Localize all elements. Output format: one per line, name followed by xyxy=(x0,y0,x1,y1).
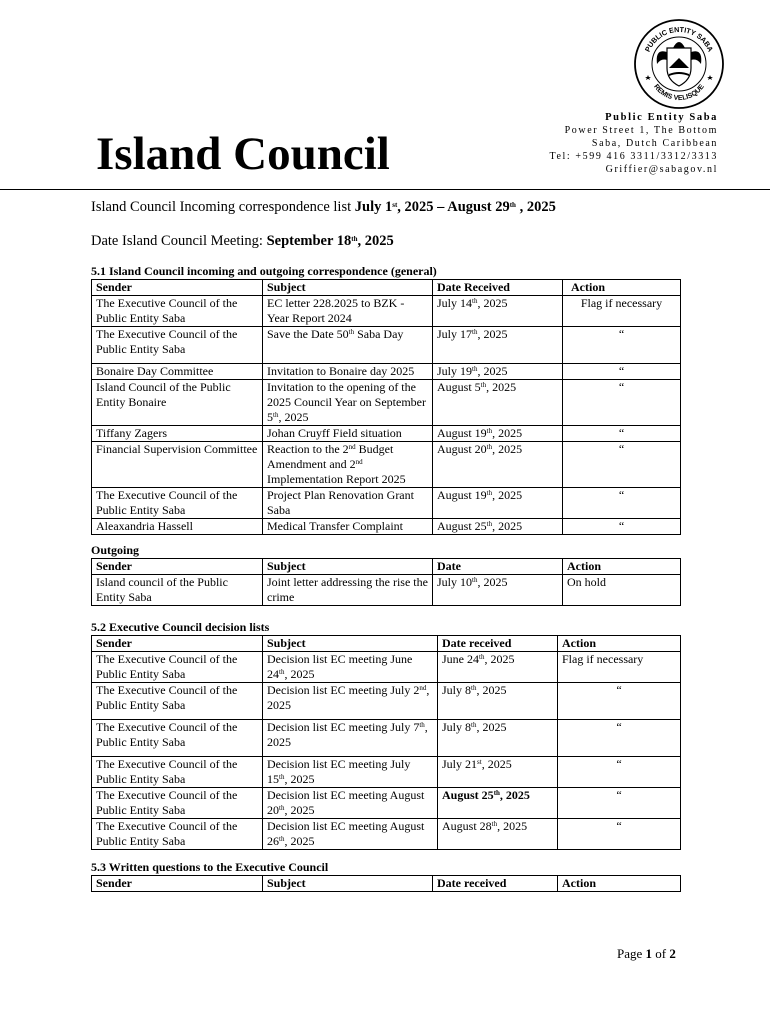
action-cell: “ xyxy=(563,327,681,364)
subject-cell: Joint letter addressing the rise the crime xyxy=(263,575,433,606)
table-row xyxy=(92,720,681,757)
subject-cell: Decision list EC meeting June 24th, 2025 xyxy=(263,652,438,683)
col-header-date: Date received xyxy=(438,636,558,652)
date-cell: July 10th, 2025 xyxy=(433,575,563,606)
subject-cell: Save the Date 50th Saba Day xyxy=(263,327,433,364)
sender-cell: The Executive Council of the Public Entity Saba xyxy=(92,327,263,364)
svg-text:PUBLIC ENTITY SABA: PUBLIC ENTITY SABA xyxy=(642,24,716,54)
written-questions-table xyxy=(91,875,681,892)
org-name: Public Entity Saba xyxy=(605,112,718,123)
subject-cell: Invitation to the opening of the 2025 Council Year on September 5th, 2025 xyxy=(263,380,433,426)
action-cell: Flag if necessary xyxy=(563,296,681,327)
sender-cell: The Executive Council of the Public Entity Saba xyxy=(92,819,263,850)
general-correspondence-table xyxy=(91,279,681,535)
date-cell: August 19th, 2025 xyxy=(433,488,563,519)
correspondence-period: Island Council Incoming correspondence list July 1st, 2025 – August 29th , 2025 xyxy=(91,199,556,215)
action-cell: “ xyxy=(563,380,681,426)
col-header-action: Action xyxy=(563,559,681,575)
subject-cell: Johan Cruyff Field situation xyxy=(263,426,433,442)
sender-cell: The Executive Council of the Public Entity Saba xyxy=(92,296,263,327)
date-cell: August 28th, 2025 xyxy=(438,819,558,850)
col-header-sender: Sender xyxy=(92,280,263,296)
action-cell: “ xyxy=(563,364,681,380)
action-cell: “ xyxy=(563,426,681,442)
table-row xyxy=(92,575,681,606)
sender-cell: Financial Supervision Committee xyxy=(92,442,263,488)
subject-cell: Project Plan Renovation Grant Saba xyxy=(263,488,433,519)
header-divider xyxy=(0,189,770,190)
table-row xyxy=(92,683,681,720)
table-row xyxy=(92,652,681,683)
action-cell: “ xyxy=(563,442,681,488)
col-header-sender: Sender xyxy=(92,559,263,575)
decision-lists-table xyxy=(91,635,681,850)
action-cell: Flag if necessary xyxy=(558,652,681,683)
date-cell: June 24th, 2025 xyxy=(438,652,558,683)
subject-cell: Decision list EC meeting July 7th, 2025 xyxy=(263,720,438,757)
section-5-2-heading: 5.2 Executive Council decision lists xyxy=(91,620,270,634)
col-header-subject: Subject xyxy=(263,636,438,652)
col-header-date: Date xyxy=(433,559,563,575)
col-header-action: Action xyxy=(563,280,681,296)
section-5-1-heading: 5.1 Island Council incoming and outgoing correspondence (general) xyxy=(91,264,437,278)
meeting-date-value: September 18th, 2025 xyxy=(266,233,394,249)
date-cell: August 5th, 2025 xyxy=(433,380,563,426)
date-cell: August 25th, 2025 xyxy=(433,519,563,535)
sender-cell: The Executive Council of the Public Entity Saba xyxy=(92,720,263,757)
section-5-3-heading: 5.3 Written questions to the Executive Council xyxy=(91,860,329,874)
org-email: Griffier@sabagov.nl xyxy=(605,164,718,175)
subject-cell: Decision list EC meeting July 15th, 2025 xyxy=(263,757,438,788)
date-cell: July 8th, 2025 xyxy=(438,683,558,720)
table-row xyxy=(92,296,681,327)
table-row xyxy=(92,519,681,535)
subject-cell: Medical Transfer Complaint xyxy=(263,519,433,535)
action-cell: “ xyxy=(563,519,681,535)
public-entity-saba-seal xyxy=(633,18,725,110)
date-cell: August 25th, 2025 xyxy=(438,788,558,819)
sender-cell: Bonaire Day Committee xyxy=(92,364,263,380)
sender-cell: The Executive Council of the Public Entity Saba xyxy=(92,788,263,819)
org-address-line2: Saba, Dutch Caribbean xyxy=(591,138,718,149)
action-cell: On hold xyxy=(563,575,681,606)
col-header-date: Date received xyxy=(433,876,558,892)
date-cell: August 20th, 2025 xyxy=(433,442,563,488)
sender-cell: The Executive Council of the Public Entity Saba xyxy=(92,757,263,788)
table-row xyxy=(92,426,681,442)
col-header-sender: Sender xyxy=(92,636,263,652)
date-cell: July 17th, 2025 xyxy=(433,327,563,364)
col-header-sender: Sender xyxy=(92,876,263,892)
col-header-action: Action xyxy=(558,636,681,652)
table-row xyxy=(92,442,681,488)
col-header-action: Action xyxy=(558,876,681,892)
action-cell: “ xyxy=(558,683,681,720)
sender-cell: Island council of the Public Entity Saba xyxy=(92,575,263,606)
subject-cell: Reaction to the 2nd Budget Amendment and 2nd Implementation Report 2025 xyxy=(263,442,433,488)
outgoing-correspondence-table xyxy=(91,558,681,606)
date-cell: July 8th, 2025 xyxy=(438,720,558,757)
table-row xyxy=(92,788,681,819)
sender-cell: Island Council of the Public Entity Bonaire xyxy=(92,380,263,426)
action-cell: “ xyxy=(558,720,681,757)
date-cell: July 14th, 2025 xyxy=(433,296,563,327)
table-row xyxy=(92,380,681,426)
table-row xyxy=(92,327,681,364)
page-title: Island Council xyxy=(96,128,390,180)
outgoing-heading: Outgoing xyxy=(91,543,140,557)
organization-address xyxy=(549,111,718,176)
col-header-subject: Subject xyxy=(263,280,433,296)
subject-cell: EC letter 228.2025 to BZK - Year Report 2024 xyxy=(263,296,433,327)
meeting-date: Date Island Council Meeting: September 18th, 2025 xyxy=(91,233,394,249)
action-cell: “ xyxy=(558,819,681,850)
table-row xyxy=(92,364,681,380)
subject-cell: Decision list EC meeting August 20th, 2025 xyxy=(263,788,438,819)
date-cell: July 21st, 2025 xyxy=(438,757,558,788)
date-cell: August 19th, 2025 xyxy=(433,426,563,442)
sender-cell: The Executive Council of the Public Entity Saba xyxy=(92,652,263,683)
org-address-line1: Power Street 1, The Bottom xyxy=(564,125,718,136)
col-header-subject: Subject xyxy=(263,559,433,575)
svg-text:REMIS VELISQUE: REMIS VELISQUE xyxy=(652,83,706,103)
subject-cell: Decision list EC meeting August 26th, 2025 xyxy=(263,819,438,850)
table-row xyxy=(92,819,681,850)
sender-cell: Tiffany Zagers xyxy=(92,426,263,442)
period-dates: July 1st, 2025 – August 29th , 2025 xyxy=(354,199,556,215)
action-cell: “ xyxy=(558,788,681,819)
col-header-date: Date Received xyxy=(433,280,563,296)
page-number: Page 1 of 2 xyxy=(617,946,676,961)
sender-cell: The Executive Council of the Public Entity Saba xyxy=(92,683,263,720)
subject-cell: Decision list EC meeting July 2nd, 2025 xyxy=(263,683,438,720)
table-row xyxy=(92,757,681,788)
table-row xyxy=(92,488,681,519)
sender-cell: Aleaxandria Hassell xyxy=(92,519,263,535)
col-header-subject: Subject xyxy=(263,876,433,892)
org-telephone: Tel: +599 416 3311/3312/3313 xyxy=(549,151,718,162)
action-cell: “ xyxy=(558,757,681,788)
subject-cell: Invitation to Bonaire day 2025 xyxy=(263,364,433,380)
date-cell: July 19th, 2025 xyxy=(433,364,563,380)
sender-cell: The Executive Council of the Public Entity Saba xyxy=(92,488,263,519)
action-cell: “ xyxy=(563,488,681,519)
